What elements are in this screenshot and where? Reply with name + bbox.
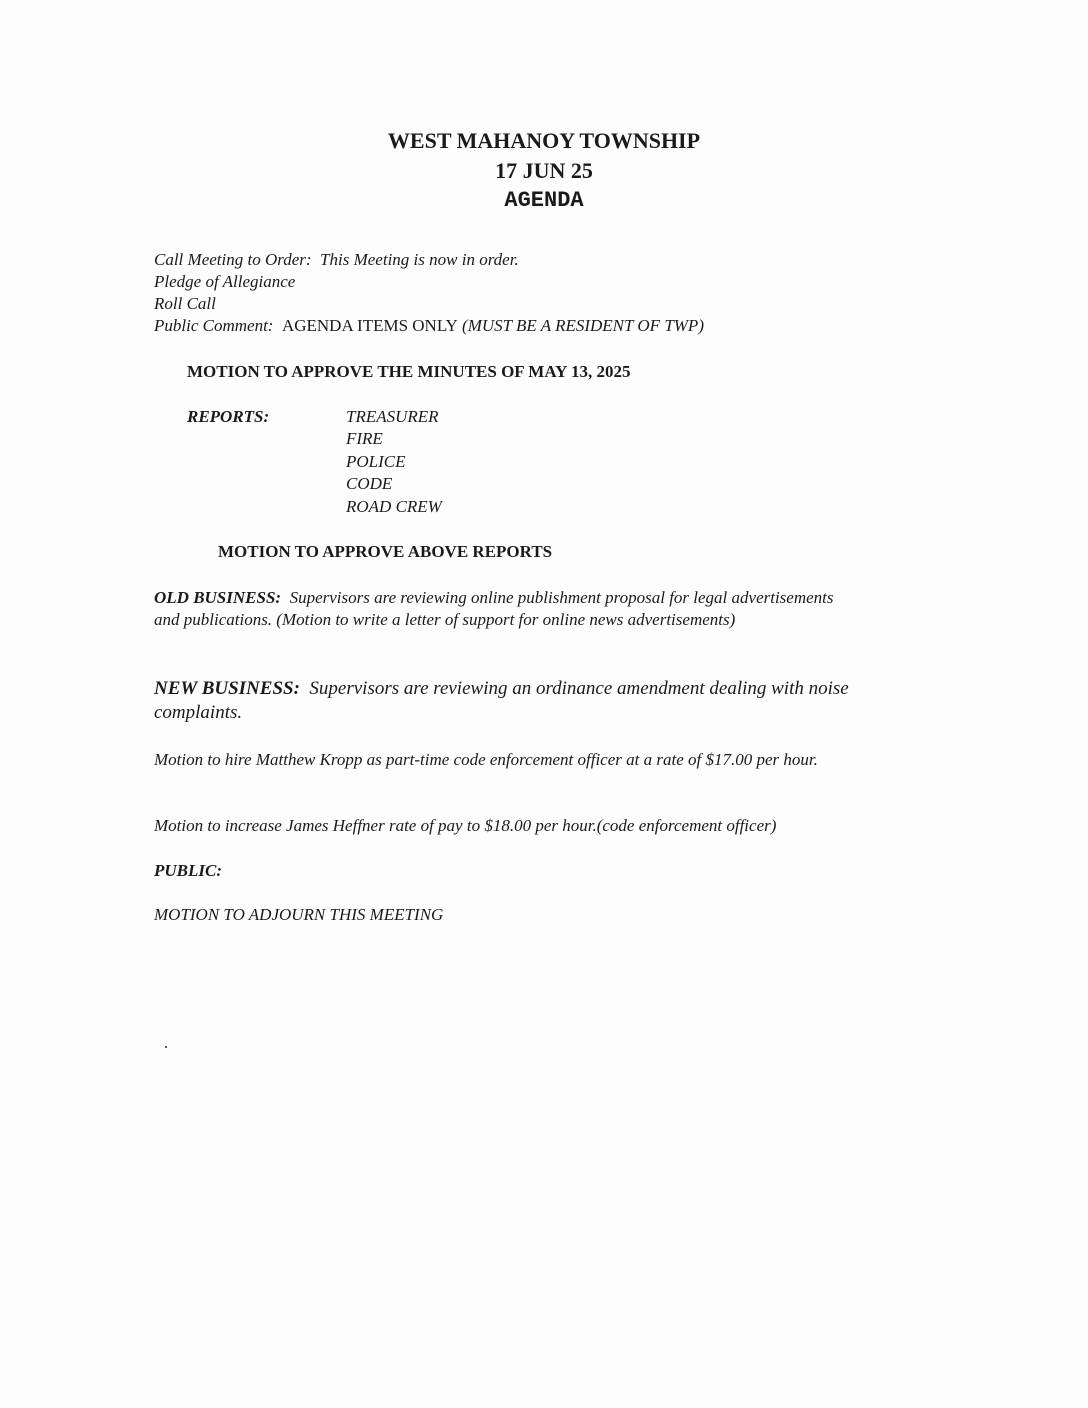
public-comment-label: Public Comment: bbox=[154, 316, 274, 335]
motion-increase-pay: Motion to increase James Heffner rate of pay to $18.00 per hour.(code enforcement officer) bbox=[154, 816, 777, 835]
motion-hire-officer: Motion to hire Matthew Kropp as part-time code enforcement officer at a rate of $17.00 per hour. bbox=[154, 750, 818, 769]
township-title: WEST MAHANOY TOWNSHIP bbox=[387, 128, 701, 153]
motion-approve-reports: MOTION TO APPROVE ABOVE REPORTS bbox=[218, 542, 553, 561]
pledge-line: Pledge of Allegiance bbox=[154, 272, 296, 291]
call-to-order-label: Call Meeting to Order: bbox=[154, 250, 312, 269]
roll-call-line: Roll Call bbox=[154, 294, 216, 313]
motion-approve-minutes: MOTION TO APPROVE THE MINUTES OF MAY 13, 2025 bbox=[187, 362, 631, 381]
motion-adjourn: MOTION TO ADJOURN THIS MEETING bbox=[154, 905, 444, 924]
report-item-police: POLICE bbox=[346, 452, 406, 471]
old-business-label: OLD BUSINESS: bbox=[154, 588, 282, 607]
report-item-fire: FIRE bbox=[346, 429, 383, 448]
report-item-road-crew: ROAD CREW bbox=[346, 497, 442, 516]
new-business-label: NEW BUSINESS: bbox=[154, 678, 300, 699]
reports-label: REPORTS: bbox=[187, 407, 270, 426]
report-item-treasurer: TREASURER bbox=[346, 407, 439, 426]
new-business-paragraph bbox=[154, 677, 889, 725]
meeting-date: 17 JUN 25 bbox=[495, 158, 593, 183]
old-business-text: Supervisors are reviewing online publishment proposal for legal advertisements and publications. (Motion to write a letter of support for online news advertisements) bbox=[154, 588, 834, 629]
public-comment-line bbox=[154, 316, 704, 336]
scan-speck bbox=[165, 1046, 167, 1048]
call-to-order-text: This Meeting is now in order. bbox=[320, 250, 519, 269]
public-comment-note: (MUST BE A RESIDENT OF TWP) bbox=[462, 316, 704, 335]
public-comment-text: AGENDA ITEMS ONLY bbox=[281, 316, 458, 335]
new-business-text: Supervisors are reviewing an ordinance amendment dealing with noise complaints. bbox=[154, 678, 849, 723]
public-label: PUBLIC: bbox=[154, 861, 222, 880]
call-to-order-line bbox=[154, 250, 519, 270]
old-business-paragraph bbox=[154, 587, 854, 631]
report-item-code: CODE bbox=[346, 474, 393, 493]
agenda-heading: AGENDA bbox=[504, 188, 584, 213]
